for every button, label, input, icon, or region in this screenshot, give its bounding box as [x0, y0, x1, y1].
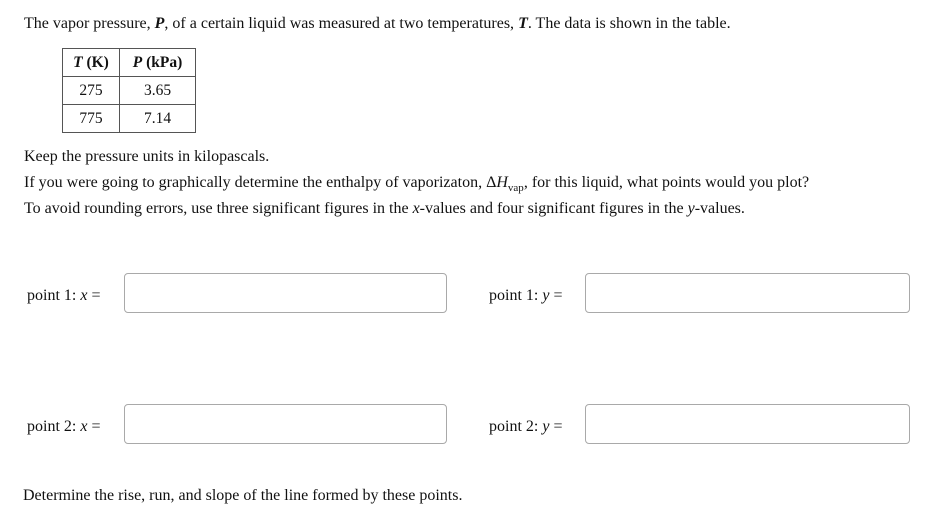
point1-y-label: point 1: y = — [489, 287, 563, 304]
sig-x-var: x — [412, 200, 420, 217]
table-row — [63, 77, 196, 105]
question-part-a: If you were going to graphically determine the enthalpy of vaporizaton, — [24, 174, 487, 191]
intro-part1: The vapor pressure, — [24, 15, 155, 32]
table-cell: 275 — [63, 77, 120, 105]
sig-fig-note — [24, 199, 745, 219]
point1-x-label: point 1: x = — [27, 287, 101, 304]
point2-x-label: point 2: x = — [27, 418, 101, 435]
intro-part3: . The data is shown in the table. — [527, 15, 731, 32]
sig-part-b: -values and four significant figures in the — [419, 200, 688, 217]
question-text — [24, 173, 809, 198]
table-header-row — [63, 49, 196, 77]
sig-part-a: To avoid rounding errors, use three significant figures in the — [24, 200, 413, 217]
point2-y-label: point 2: y = — [489, 418, 563, 435]
table-cell: 7.14 — [120, 105, 196, 133]
point2-y-input[interactable] — [585, 404, 910, 444]
units-note: Keep the pressure units in kilopascals. — [24, 148, 270, 165]
point1-x-input[interactable] — [124, 273, 447, 313]
intro-t-var: T — [518, 15, 528, 32]
sig-part-c: -values. — [694, 200, 745, 217]
delta-symbol: Δ — [486, 174, 497, 191]
header-pressure: P (kPa) — [120, 49, 196, 77]
h-subscript: vap — [507, 182, 524, 195]
header-temperature: T (K) — [63, 49, 120, 77]
intro-text — [24, 14, 731, 34]
point2-x-input[interactable] — [124, 404, 447, 444]
table-row — [63, 105, 196, 133]
h-var: H — [496, 174, 508, 191]
sig-y-var: y — [687, 200, 695, 217]
table-cell: 775 — [63, 105, 120, 133]
intro-part2: , of a certain liquid was measured at two temperatures, — [164, 15, 519, 32]
intro-p-var: P — [154, 15, 165, 32]
point1-y-input[interactable] — [585, 273, 910, 313]
table-cell: 3.65 — [120, 77, 196, 105]
rise-run-slope-prompt: Determine the rise, run, and slope of the line formed by these points. — [23, 487, 463, 504]
question-part-b: , for this liquid, what points would you plot? — [523, 174, 810, 191]
data-table — [62, 48, 196, 133]
